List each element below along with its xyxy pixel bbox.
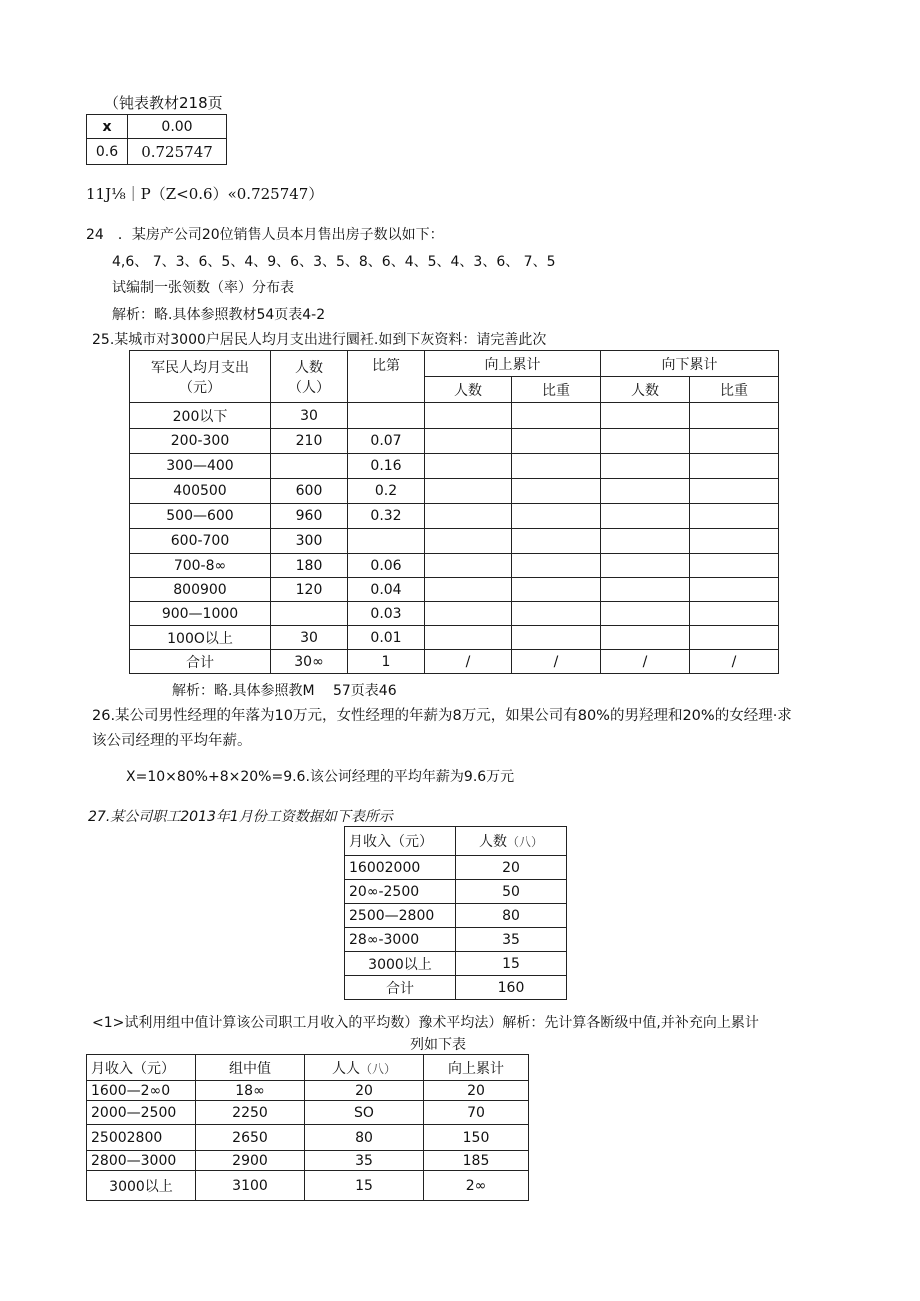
q25-col1-header-line1: 军民人均月支出 — [151, 359, 249, 376]
q25-cell-empty — [512, 454, 601, 479]
q27t2-cell-count: 15 — [305, 1171, 424, 1201]
q27t2-row — [87, 1151, 529, 1171]
q25-cell-empty — [512, 554, 601, 578]
q27t2-header-income: 月收入（元） — [87, 1055, 196, 1081]
q25-total-slash: / — [512, 650, 601, 674]
q26-title: 26.某公司男性经理的年落为10万元，女性经理的年薪为8万元，如果公司有80%的男羟理和20%的女经理·求 — [92, 708, 792, 724]
q25-cell-empty — [512, 429, 601, 454]
q25-cell-range: 500—600 — [130, 504, 271, 529]
q27-sub1-line2: 列如下表 — [410, 1037, 466, 1053]
q27t2-cell-mid: 18∞ — [196, 1081, 305, 1101]
q25-total-ratio: 1 — [348, 650, 425, 674]
q27t2-cell-cum: 150 — [424, 1125, 529, 1151]
q27-row — [345, 928, 567, 952]
q25-cell-ratio — [348, 403, 425, 429]
q27-title: 27.某公司职工2013年1月份工资数据如下表所示 — [88, 809, 393, 825]
q25-down-count-header: 人数 — [601, 377, 690, 403]
q25-cell-empty — [512, 479, 601, 504]
q27t2-row — [87, 1101, 529, 1125]
q25-down-header: 向下累计 — [601, 351, 779, 377]
q25-cell-empty — [425, 529, 512, 554]
q25-cell-empty — [512, 504, 601, 529]
q27t2-cell-count: 20 — [305, 1081, 424, 1101]
q25-cell-count: 960 — [271, 504, 348, 529]
q27t2-cell-range: 1600—2∞0 — [87, 1081, 196, 1101]
q27t2-cell-cum: 185 — [424, 1151, 529, 1171]
q25-cell-empty — [512, 626, 601, 650]
q25-cell-empty — [601, 578, 690, 602]
q25-cell-empty — [601, 626, 690, 650]
q25-cell-empty — [690, 479, 779, 504]
q25-cell-empty — [690, 454, 779, 479]
q27t2-cell-range: 2800—3000 — [87, 1151, 196, 1171]
q25-cell-range: 200以下 — [130, 403, 271, 429]
q27t2-header-count-unit: （八） — [359, 1061, 396, 1076]
q25-title: 25.某城市对3000户居民人均月支出进行圜衽.如到下灰资料：请完善此次 — [92, 332, 547, 348]
q25-cell-empty — [690, 602, 779, 626]
q25-cell-empty — [512, 602, 601, 626]
q24-task: 试编制一张领数（率）分布表 — [112, 280, 294, 296]
q27-header-count — [456, 827, 567, 856]
q25-total-slash: / — [601, 650, 690, 674]
q25-cell-ratio — [348, 529, 425, 554]
q27-cell-count: 80 — [456, 904, 567, 928]
q24-answer: 解析：略.具体参照教材54页表4-2 — [112, 307, 326, 323]
q27-table — [344, 826, 567, 1000]
q27t2-row — [87, 1081, 529, 1101]
q25-cell-empty — [425, 429, 512, 454]
q25-col1-header-line2: （元） — [179, 379, 221, 396]
q27-cell-count: 35 — [456, 928, 567, 952]
q25-cell-empty — [425, 454, 512, 479]
q27-row — [345, 880, 567, 904]
q25-cell-range: 600-700 — [130, 529, 271, 554]
q25-cell-empty — [690, 529, 779, 554]
q25-row — [130, 529, 779, 554]
z-header-value: 0.00 — [128, 115, 227, 139]
q25-cell-ratio: 0.07 — [348, 429, 425, 454]
z-result: 11J⅛｜P（Z<0.6）«0.725747） — [86, 185, 324, 203]
q25-cell-range: 900—1000 — [130, 602, 271, 626]
q25-row — [130, 504, 779, 529]
q25-col2-header — [271, 351, 348, 403]
z-header-x: x — [87, 115, 128, 139]
q25-cell-ratio: 0.03 — [348, 602, 425, 626]
q25-cell-empty — [601, 554, 690, 578]
q27t2-row — [87, 1171, 529, 1201]
q25-row — [130, 626, 779, 650]
q25-cell-ratio: 0.32 — [348, 504, 425, 529]
q25-cell-empty — [512, 529, 601, 554]
z-row-x: 0.6 — [87, 139, 128, 165]
q27-cell-range: 合计 — [345, 976, 456, 1000]
q27-row — [345, 976, 567, 1000]
q24-data: 4,6、 7、3、6、5、4、9、6、3、5、8、6、4、5、4、3、6、 7、5 — [112, 254, 556, 270]
q27t2-cell-mid: 2900 — [196, 1151, 305, 1171]
q25-cell-count: 180 — [271, 554, 348, 578]
q25-cell-empty — [601, 479, 690, 504]
q25-cell-empty — [425, 403, 512, 429]
q25-cell-empty — [690, 429, 779, 454]
q27-cell-count: 50 — [456, 880, 567, 904]
q25-row — [130, 403, 779, 429]
q25-cell-empty — [601, 529, 690, 554]
q25-col1-header — [130, 351, 271, 403]
q25-cell-empty — [512, 403, 601, 429]
q27-cell-range: 2500—2800 — [345, 904, 456, 928]
q27t2-cell-cum: 70 — [424, 1101, 529, 1125]
q25-cell-range: 100O以上 — [130, 626, 271, 650]
q26-answer: X=10×80%+8×20%=9.6.该公诃经理的平均年薪为9.6万元 — [126, 769, 515, 785]
q27t2-header-count — [305, 1055, 424, 1081]
q27-sub1: <1>试利用组中值计算该公司职工月收入的平均数）豫术平均法）解析：先计算各断级中值,并补充向上累计 — [92, 1015, 759, 1031]
q25-up-header: 向上累计 — [425, 351, 601, 377]
q25-col2-header-line2: （人） — [288, 379, 330, 396]
q26-title-line2: 该公司经理的平均年薪。 — [92, 733, 252, 749]
q25-table — [129, 350, 779, 674]
q25-col2-header-line1: 人数 — [295, 359, 323, 376]
q27t2-cell-mid: 3100 — [196, 1171, 305, 1201]
q27t2-cell-range: 2000—2500 — [87, 1101, 196, 1125]
q25-cell-count — [271, 454, 348, 479]
q25-cell-empty — [690, 403, 779, 429]
q25-cell-range: 700-8∞ — [130, 554, 271, 578]
q27t2-cell-count: SO — [305, 1101, 424, 1125]
q25-cell-range: 200-300 — [130, 429, 271, 454]
q25-cell-empty — [690, 504, 779, 529]
q25-cell-range: 400500 — [130, 479, 271, 504]
q25-cell-ratio: 0.04 — [348, 578, 425, 602]
q25-cell-ratio: 0.2 — [348, 479, 425, 504]
q25-cell-empty — [601, 454, 690, 479]
q27t2-header-count-label: 人人 — [331, 1060, 360, 1077]
q27-cell-count: 15 — [456, 952, 567, 976]
q27-cell-count: 160 — [456, 976, 567, 1000]
q25-cell-empty — [601, 504, 690, 529]
z-row-value: 0.725747 — [128, 139, 227, 165]
q25-cell-count — [271, 602, 348, 626]
q25-row — [130, 554, 779, 578]
q25-row — [130, 429, 779, 454]
q25-cell-empty — [425, 578, 512, 602]
q25-cell-count: 210 — [271, 429, 348, 454]
q27t2-cell-mid: 2650 — [196, 1125, 305, 1151]
q25-total-count: 30∞ — [271, 650, 348, 674]
q25-cell-ratio: 0.01 — [348, 626, 425, 650]
q25-cell-count: 600 — [271, 479, 348, 504]
q25-cell-count: 300 — [271, 529, 348, 554]
q27t2-cell-cum: 2∞ — [424, 1171, 529, 1201]
q27-row — [345, 856, 567, 880]
q27-header-count-unit: （八） — [506, 835, 543, 849]
q25-total-slash: / — [690, 650, 779, 674]
q27t2-cell-count: 80 — [305, 1125, 424, 1151]
q27t2-cell-cum: 20 — [424, 1081, 529, 1101]
intro-text: （钝表教材218页 — [104, 94, 223, 112]
q25-cell-empty — [601, 429, 690, 454]
q27-row — [345, 952, 567, 976]
q25-down-weight-header: 比重 — [690, 377, 779, 403]
q25-col3-header: 比第 — [348, 351, 425, 403]
q25-cell-empty — [690, 626, 779, 650]
q25-cell-empty — [512, 578, 601, 602]
z-table — [86, 114, 227, 165]
q27-group-table — [86, 1054, 529, 1201]
q25-total-slash: / — [425, 650, 512, 674]
q27-cell-range: 3000以上 — [345, 952, 456, 976]
q25-row — [130, 602, 779, 626]
q25-answer: 解析：略.具体参照教M 57页表46 — [172, 683, 397, 699]
q25-cell-ratio: 0.16 — [348, 454, 425, 479]
q27t2-header-cum: 向上累计 — [424, 1055, 529, 1081]
q27-header-income: 月收入（元） — [345, 827, 456, 856]
q25-cell-ratio: 0.06 — [348, 554, 425, 578]
q27-cell-range: 28∞-3000 — [345, 928, 456, 952]
q27t2-row — [87, 1125, 529, 1151]
q25-cell-empty — [425, 602, 512, 626]
q27-cell-range: 16002000 — [345, 856, 456, 880]
q25-cell-count: 30 — [271, 626, 348, 650]
q25-cell-range: 800900 — [130, 578, 271, 602]
q27-header-count-label: 人数 — [478, 834, 507, 850]
q25-cell-count: 30 — [271, 403, 348, 429]
q25-row — [130, 479, 779, 504]
q25-cell-empty — [690, 578, 779, 602]
q25-cell-empty — [690, 554, 779, 578]
q27-cell-range: 20∞-2500 — [345, 880, 456, 904]
q25-cell-empty — [425, 504, 512, 529]
q27t2-header-mid: 组中值 — [196, 1055, 305, 1081]
q25-up-count-header: 人数 — [425, 377, 512, 403]
q27-cell-count: 20 — [456, 856, 567, 880]
q25-up-weight-header: 比重 — [512, 377, 601, 403]
q27t2-cell-range: 3000以上 — [87, 1171, 196, 1201]
q25-cell-empty — [601, 403, 690, 429]
q25-row — [130, 454, 779, 479]
q25-total-label: 合计 — [130, 650, 271, 674]
q25-cell-empty — [425, 479, 512, 504]
q27t2-cell-range: 25002800 — [87, 1125, 196, 1151]
q24-title: 24 ．某房产公司20位销售人员本月售出房子数以如下： — [86, 227, 444, 243]
q25-cell-count: 120 — [271, 578, 348, 602]
q25-cell-range: 300—400 — [130, 454, 271, 479]
q25-row — [130, 578, 779, 602]
q25-cell-empty — [425, 554, 512, 578]
q27t2-cell-mid: 2250 — [196, 1101, 305, 1125]
q25-cell-empty — [425, 626, 512, 650]
q27t2-cell-count: 35 — [305, 1151, 424, 1171]
q25-cell-empty — [601, 602, 690, 626]
q27-row — [345, 904, 567, 928]
